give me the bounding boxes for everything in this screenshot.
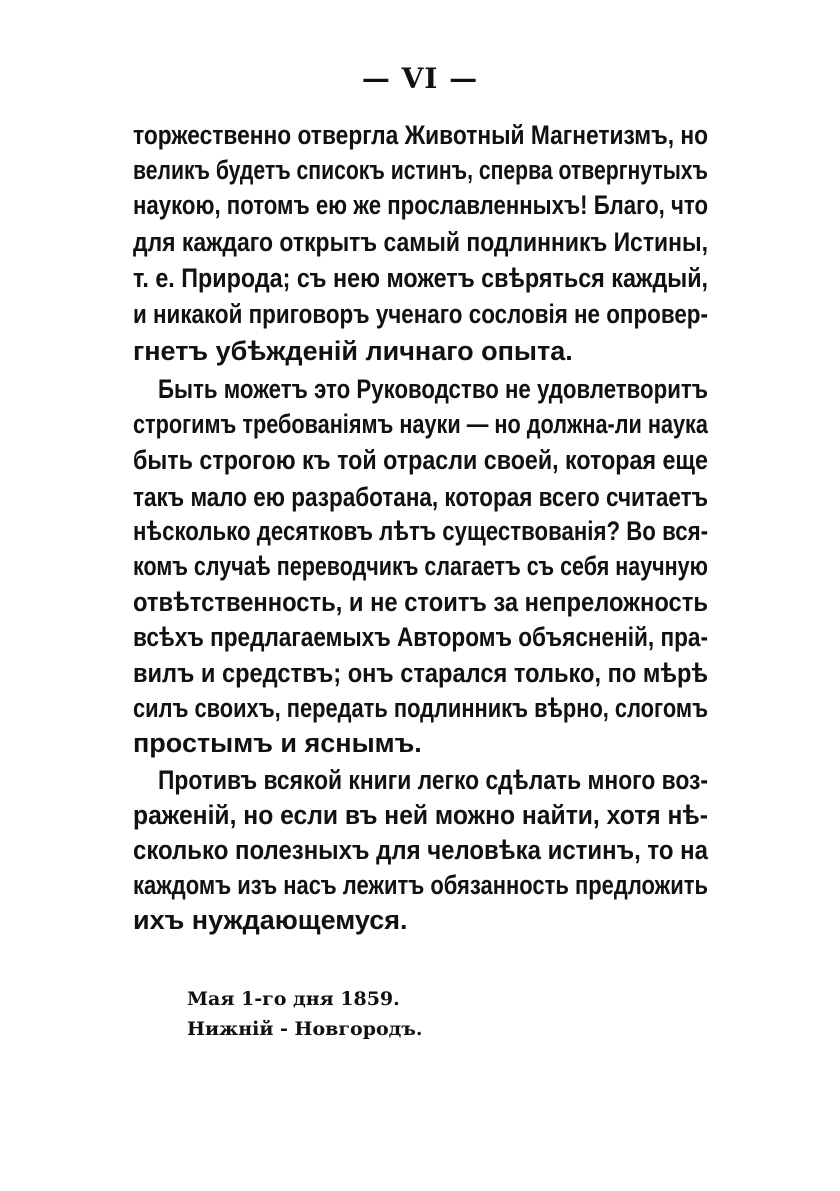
text-line-content: великъ будетъ списокъ истинъ, сперва отвергнутыхъ <box>133 155 708 185</box>
text-line-content: наукою, потомъ ею же прославленныхъ! Благо, что <box>133 190 709 220</box>
text-line-content: быть строгою къ той отрасли своей, которая еще <box>133 445 708 475</box>
text-line-content: нѣсколько десятковъ лѣтъ существованія? Во вся- <box>133 516 708 546</box>
text-line <box>0 185 840 225</box>
text-line <box>0 830 840 870</box>
text-line <box>0 653 840 693</box>
text-line <box>0 222 840 262</box>
text-line <box>0 440 840 480</box>
text-line-content: силъ своихъ, передать подлинникъ вѣрно, слогомъ <box>133 693 709 723</box>
text-line <box>0 760 840 800</box>
text-line-content: такъ мало ею разработана, которая всего считаетъ <box>133 482 708 512</box>
text-line-content: Быть можетъ это Руководство не удовлетворитъ <box>158 374 709 404</box>
text-line <box>0 150 840 190</box>
text-line <box>0 331 840 371</box>
text-line <box>0 617 840 657</box>
text-line-content: сколько полезныхъ для человѣка истинъ, то на <box>133 835 708 865</box>
page-number: — VI — <box>361 62 479 95</box>
text-line <box>0 688 840 728</box>
text-line <box>0 900 840 940</box>
text-line <box>0 582 840 622</box>
text-line-content: отвѣтственность, и не стоитъ за непреложность <box>133 587 708 617</box>
text-line-content: т. е. Природа; съ нею можетъ свѣряться каждый, <box>133 263 709 293</box>
text-line <box>0 294 840 334</box>
signature-date: Мая 1-го дня 1859. <box>187 988 400 1010</box>
text-line-content: Противъ всякой книги легко сдѣлать много воз- <box>158 765 709 795</box>
text-line <box>0 795 840 835</box>
text-line-content: для каждаго открытъ самый подлинникъ Истины, <box>133 227 708 257</box>
text-line <box>0 115 840 155</box>
text-line <box>0 511 840 551</box>
text-line <box>0 723 840 763</box>
text-line-content: гнетъ убѣжденій личнаго опыта. <box>133 336 573 366</box>
text-line-content: и никакой приговоръ ученаго сословія не опровер- <box>133 299 708 329</box>
text-line-content: раженій, но если въ ней можно найти, хотя нѣ- <box>133 800 708 830</box>
text-line-content: всѣхъ предлагаемыхъ Авторомъ объясненій, пра- <box>133 622 709 652</box>
text-line <box>0 369 840 409</box>
text-line <box>0 546 840 586</box>
text-line-content: каждомъ изъ насъ лежитъ обязанность предложить <box>133 870 708 900</box>
text-line-content: строгимъ требованіямъ науки — но должна-ли наука <box>133 409 708 439</box>
text-line-content: торжественно отвергла Животный Магнетизмъ, но <box>133 120 708 150</box>
text-line <box>0 865 840 905</box>
text-line-content: простымъ и яснымъ. <box>133 728 422 758</box>
text-line-content: ихъ нуждающемуся. <box>133 905 408 935</box>
signature-place: Нижній - Новгородъ. <box>187 1018 423 1040</box>
text-line <box>0 258 840 298</box>
text-line-content: комъ случаѣ переводчикъ слагаетъ съ себя научную <box>133 551 708 581</box>
text-line-content: вилъ и средствъ; онъ старался только, по мѣрѣ <box>133 658 708 688</box>
text-line <box>0 404 840 444</box>
